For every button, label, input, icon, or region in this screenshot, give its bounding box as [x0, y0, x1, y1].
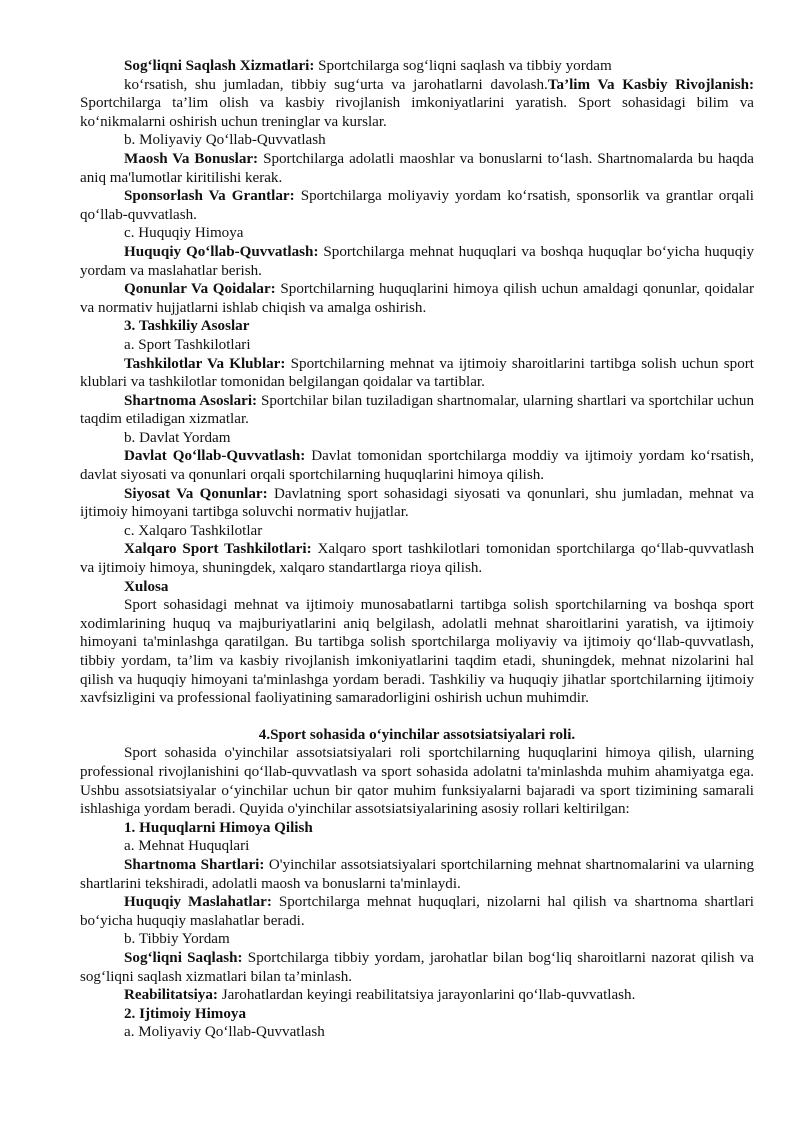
term-label: Davlat Qo‘llab-Quvvatlash: — [124, 448, 306, 465]
paragraph-policy-laws — [80, 485, 754, 522]
paragraph-section-intro: Sport sohasida o'yinchilar assotsiatsiyalari roli sportchilarning huquqlarini himoya qilish, ularning professional rivojlanishini qo‘llab-quvvatlash va sport sohasida adolatni ta'minlashda muhim ahamiyatga ega. Ushbu assotsiatsiyalar o‘yinchilar uchun bir qator muhim funksiyalarni bajaradi va sport tizimining samarali ishlashiga yordam beradi. Quyida o'yinchilar assotsiatsiyalarining asosiy rollari keltirilgan: — [80, 745, 754, 818]
paragraph-text: Davlatning sport sohasidagi siyosati va qonunlari, shu jumladan, mehnat va ijtimoiy himoyani tartibga soluvchi normativ hujjatlar. — [80, 485, 754, 521]
term-label: Sog‘liqni Saqlash Xizmatlari: — [124, 58, 315, 74]
term-label: Ta’lim Va Kasbiy Rivojlanish: — [547, 76, 754, 93]
subheading-medical-help: b. Tibbiy Yordam — [124, 931, 230, 948]
subheading-state-support: b. Davlat Yordam — [124, 429, 231, 446]
term-label: Tashkilotlar Va Klublar: — [124, 355, 286, 372]
paragraph-international — [80, 540, 754, 577]
term-label: Huquqiy Qo‘llab-Quvvatlash: — [124, 243, 319, 260]
heading-organizational-basics: 3. Tashkiliy Asoslar — [124, 318, 250, 335]
term-label: Sog‘liqni Saqlash: — [124, 949, 243, 966]
term-label: Huquqiy Maslahatlar: — [124, 894, 272, 911]
heading-social-protection: 2. Ijtimoiy Himoya — [124, 1005, 246, 1022]
paragraph-laws-rules — [80, 280, 754, 317]
subheading-sport-organizations: a. Sport Tashkilotlari — [124, 336, 251, 353]
paragraph-text: Sportchilar bilan tuziladigan shartnomalar, ularning shartlari va sportchilar uchun taqdim etiladigan xizmatlar. — [80, 392, 754, 428]
paragraph-text: Jarohatlardan keyingi reabilitatsiya jarayonlarini qo‘llab-quvvatlash. — [217, 987, 636, 1004]
paragraph-conclusion: Sport sohasidagi mehnat va ijtimoiy munosabatlarni tartibga solish sportchilarning va boshqa sport xodimlarining huquq va majburiyatlarini aniq belgilash, adolatli mehnat sharoitlarini yaratish, va ijtimoiy himoyani ta'minlashga qaratilgan. Bu tartibga solish sportchilarga moliyaviy va ijtimoiy qo‘llab-quvvatlash, tibbiy yordam, ta’lim va kasbiy rivojlanish imkoniyatlarini taqdim etadi, shuningdek, mehnat nizolarini hal qilish va huquqiy himoyani ta'minlashga yordam beradi. Tashkiliy va huquqiy jihatlar sportchilarning ijtimoiy xavfsizligini va professional faoliyatining samaradorligini oshirish uchun muhimdir. — [80, 597, 754, 707]
subheading-legal-protection: c. Huquqiy Himoya — [124, 225, 244, 242]
subheading-international-organizations: c. Xalqaro Tashkilotlar — [124, 522, 263, 539]
paragraph-contract-basics — [80, 392, 754, 429]
paragraph-sponsorship — [80, 187, 754, 224]
paragraph-clubs — [80, 355, 754, 392]
paragraph-health-care — [80, 949, 754, 986]
paragraph-contract-terms — [80, 856, 754, 893]
term-label: Maosh Va Bonuslar: — [124, 150, 259, 167]
term-label: Qonunlar Va Qoidalar: — [124, 281, 276, 298]
paragraph-legal-advice — [80, 893, 754, 930]
term-label: Reabilitatsiya: — [124, 987, 218, 1004]
paragraph-text: O'yinchilar assotsiatsiyalari sportchilarning mehnat shartnomalarini va ularning shartlarini tekshiradi, adolatli maosh va bonuslarni ta'minlaydi. — [80, 856, 754, 892]
term-label: Shartnoma Shartlari: — [124, 856, 265, 873]
paragraph-text: Sportchilarning mehnat va ijtimoiy sharoitlarini tartibga solish uchun sport klublari va tashkilotlar tomonidan belgilangan qoidalar va tartiblar. — [80, 355, 754, 391]
paragraph-salary — [80, 150, 754, 187]
paragraph-text: ko‘rsatish, shu jumladan, tibbiy sug‘urta va jarohatlarni davolash. — [124, 76, 548, 93]
section-title: 4.Sport sohasida o‘yinchilar assotsiatsiyalari roli. — [258, 726, 576, 743]
paragraph-text: Sportchilarga mehnat huquqlari va boshqa huquqlar bo‘yicha huquqiy yordam va maslahatlar berish. — [80, 243, 754, 279]
paragraph-text: Sportchilarga ta’lim olish va kasbiy rivojlanish imkoniyatlarini yaratish. Sport sohasidagi bilim va ko‘nikmalarni oshirish uchun treninglar va kurslar. — [80, 95, 754, 130]
paragraph-health-services — [80, 57, 754, 76]
paragraph-text: Sportchilarga mehnat huquqlari, nizolarni hal qilish va shartnoma shartlari bo‘yicha huquqiy maslahatlar beradi. — [80, 894, 754, 929]
paragraph-text: Davlat tomonidan sportchilarga moddiy va ijtimoiy yordam ko‘rsatish, davlat siyosati va qonunlari orqali sportchilarning huquqlarini himoya qilish. — [80, 448, 754, 484]
subheading-financial-support: b. Moliyaviy Qo‘llab-Quvvatlash — [124, 132, 326, 149]
paragraph-text: Sportchilarga moliyaviy yordam ko‘rsatish, sponsorlik va grantlar orqali qo‘llab-quvvatlash. — [80, 188, 755, 223]
term-label: Shartnoma Asoslari: — [124, 392, 258, 409]
term-label: Sponsorlash Va Grantlar: — [124, 188, 295, 205]
paragraph-text: Sportchilarga tibbiy yordam, jarohatlar bilan bog‘liq sharoitlarni nazorat qilish va sog‘liqni saqlash xizmatlari bilan ta’minlash. — [80, 949, 754, 985]
paragraph-text: Sportchilarning huquqlarini himoya qilish uchun amaldagi qonunlar, qoidalar va normativ hujjatlarni ishlab chiqish va amalga oshirish. — [80, 281, 754, 316]
paragraph-legal-support — [80, 243, 754, 280]
paragraph-text: Sportchilarga adolatli maoshlar va bonuslarni to‘lash. Shartnomalarda bu haqda aniq ma'lumotlar kiritilishi kerak. — [80, 150, 755, 186]
subheading-labor-rights: a. Mehnat Huquqlari — [124, 838, 250, 855]
paragraph-rehabilitation — [80, 986, 754, 1005]
heading-rights-protection: 1. Huquqlarni Himoya Qilish — [124, 819, 313, 836]
term-label: Xalqaro Sport Tashkilotlari: — [124, 541, 312, 558]
paragraph-state-support — [80, 447, 754, 484]
paragraph-text: Sportchilarga sog‘liqni saqlash va tibbiy yordam — [314, 58, 612, 74]
paragraph-text: Xalqaro sport tashkilotlari tomonidan sportchilarga qo‘llab-quvvatlash va ijtimoiy himoya, shuningdek, xalqaro standartlarga rioya qilish. — [80, 541, 755, 577]
term-label: Siyosat Va Qonunlar: — [124, 485, 268, 502]
heading-conclusion: Xulosa — [124, 578, 169, 595]
subheading-financial-support-2: a. Moliyaviy Qo‘llab-Quvvatlash — [124, 1024, 325, 1041]
paragraph-health-services-cont — [80, 76, 754, 132]
